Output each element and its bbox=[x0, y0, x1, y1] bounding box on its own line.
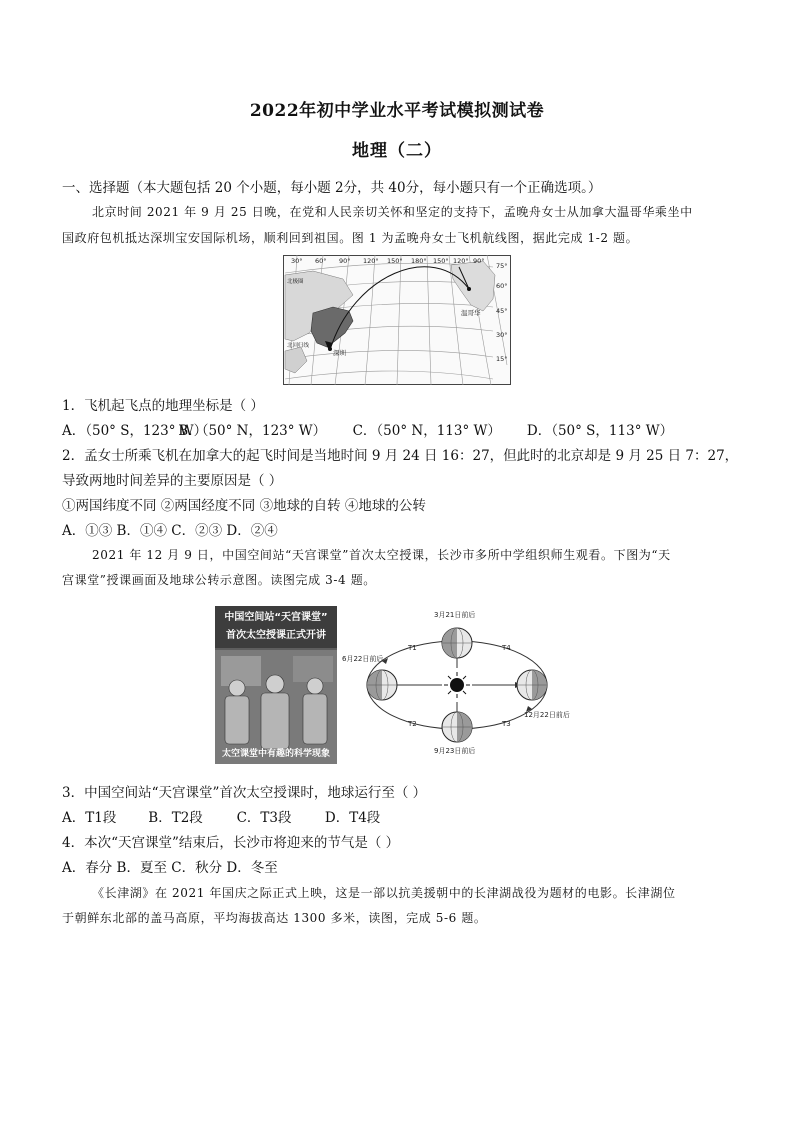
q2-stem-line2: 导致两地时间差异的主要原因是（ ） bbox=[62, 473, 283, 489]
photo-banner-line1: 中国空间站“天宫课堂” bbox=[224, 612, 328, 623]
date-label-sep23: 9月23日前后 bbox=[434, 747, 476, 755]
flight-route-map bbox=[283, 255, 511, 385]
q1-option-a[interactable]: A．（50° S，123° W） bbox=[62, 423, 208, 439]
q3-option-b[interactable]: B．T2段 bbox=[148, 810, 203, 826]
passage3-line1: 《长津湖》在 2021 年国庆之际正式上映，这是一部以抗美援朝中的长津湖战役为题材的电影。长津湖位 bbox=[92, 886, 676, 900]
lat-label: 75° bbox=[496, 262, 508, 270]
exam-subtitle: 地理（二） bbox=[352, 141, 442, 161]
q1-option-b[interactable]: B．（50° N，123° W） bbox=[178, 423, 327, 439]
q3-option-a[interactable]: A．T1段 bbox=[62, 810, 117, 826]
q2-choices: ①两国纬度不同 ②两国经度不同 ③地球的自转 ④地球的公转 bbox=[62, 498, 426, 514]
passage2-line2: 宫课堂”授课画面及地球公转示意图。读图完成 3-4 题。 bbox=[62, 573, 376, 587]
passage3-line2: 于朝鲜东北部的盖马高原，平均海拔高达 1300 多米，读图，完成 5-6 题。 bbox=[62, 911, 487, 925]
earth-revolution-diagram bbox=[342, 606, 572, 766]
tropic-label: 北回归线 bbox=[287, 343, 310, 349]
lat-label: 45° bbox=[496, 307, 508, 315]
tiangong-classroom-photo bbox=[215, 606, 337, 764]
q3-stem: 3．中国空间站“天宫课堂”首次太空授课时，地球运行至（ ） bbox=[62, 785, 427, 801]
lon-label: 120° bbox=[363, 257, 379, 265]
exam-title: 2022年初中学业水平考试模拟测试卷 bbox=[249, 101, 545, 121]
arctic-circle-label: 北极圈 bbox=[287, 279, 304, 285]
lat-label: 15° bbox=[496, 355, 508, 363]
q2-options[interactable]: A．①③ B．①④ C．②③ D．②④ bbox=[62, 523, 278, 539]
date-label-dec22: 12月22日前后 bbox=[524, 711, 570, 719]
photo-caption: 太空课堂中有趣的科学现象 bbox=[221, 749, 331, 759]
shenzhen-label: 深圳 bbox=[333, 349, 346, 357]
photo-banner-line2: 首次太空授课正式开讲 bbox=[226, 630, 326, 641]
segment-label-t1: T1 bbox=[408, 644, 417, 652]
vancouver-label: 温哥华 bbox=[461, 309, 481, 317]
q1-option-c[interactable]: C．（50° N，113° W） bbox=[352, 423, 501, 439]
lon-label: 30° bbox=[291, 257, 303, 265]
lon-label: 120° bbox=[453, 257, 469, 265]
lon-label: 90° bbox=[339, 257, 351, 265]
lon-label: 90° bbox=[473, 257, 485, 265]
passage1-line1: 北京时间 2021 年 9 月 25 日晚，在党和人民亲切关怀和坚定的支持下，孟晚舟女士从加拿大温哥华乘坐中 bbox=[92, 205, 693, 219]
q1-stem: 1．飞机起飞点的地理坐标是（ ） bbox=[62, 398, 264, 414]
segment-label-t3: T3 bbox=[502, 720, 511, 728]
passage1-line2: 国政府包机抵达深圳宝安国际机场，顺利回到祖国。图 1 为孟晚舟女士飞机航线图，据此完成 1-2 题。 bbox=[62, 231, 639, 245]
segment-label-t2: T2 bbox=[408, 720, 417, 728]
lat-label: 60° bbox=[496, 282, 508, 290]
lon-label: 60° bbox=[315, 257, 327, 265]
q2-stem-line1: 2．孟女士所乘飞机在加拿大的起飞时间是当地时间 9 月 24 日 16：27，但此时的北京却是 9 月 25 日 7：27， bbox=[62, 448, 739, 464]
q4-stem: 4．本次“天宫课堂”结束后，长沙市将迎来的节气是（ ） bbox=[62, 835, 400, 851]
date-label-mar21: 3月21日前后 bbox=[434, 611, 476, 619]
q3-options bbox=[62, 806, 742, 826]
lon-label: 150° bbox=[433, 257, 449, 265]
q3-option-d[interactable]: D．T4段 bbox=[324, 810, 381, 826]
passage2-line1: 2021 年 12 月 9 日，中国空间站“天宫课堂”首次太空授课，长沙市多所中学组织师生观看。下图为“天 bbox=[92, 548, 671, 562]
q4-options[interactable]: A．春分 B．夏至 C．秋分 D．冬至 bbox=[62, 860, 278, 876]
lon-label: 150° bbox=[387, 257, 403, 265]
q1-option-d[interactable]: D．（50° S，113° W） bbox=[526, 423, 674, 439]
lon-label: 180° bbox=[411, 257, 427, 265]
segment-label-t4: T4 bbox=[502, 644, 511, 652]
section-heading: 一、选择题（本大题包括 20 个小题，每小题 2分，共 40分，每小题只有一个正确选项。） bbox=[62, 180, 602, 196]
lat-label: 30° bbox=[496, 331, 508, 339]
q1-options bbox=[62, 419, 742, 439]
q3-option-c[interactable]: C．T3段 bbox=[236, 810, 292, 826]
date-label-jun22: 6月22日前后 bbox=[342, 655, 384, 663]
